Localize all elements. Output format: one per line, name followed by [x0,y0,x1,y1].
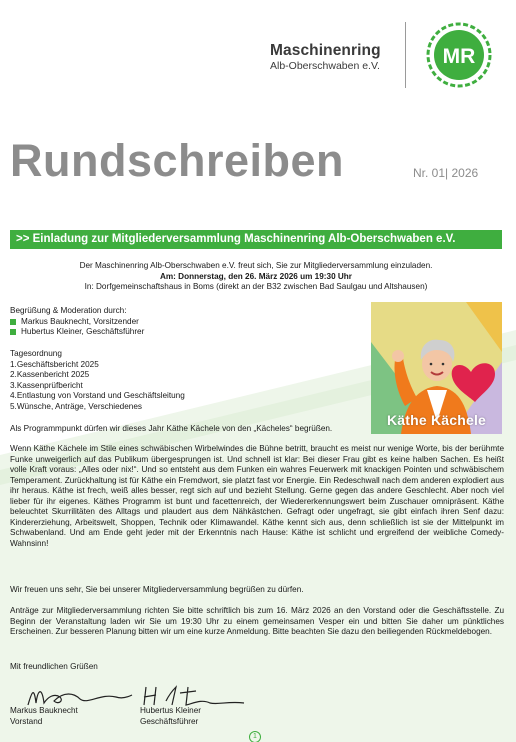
agenda-heading: Tagesordnung [10,349,62,358]
program-intro: Als Programmpunkt dürfen wir dieses Jahr Käthe Kächele von den „Kächeles“ begrüßen. [10,424,333,433]
page-title: Rundschreiben [10,135,345,186]
signatory-name: Hubertus Kleiner [140,706,201,715]
photo-caption: Käthe Kächele [386,412,487,428]
invite-date: Am: Donnerstag, den 26. März 2026 um 19:30 Uhr [159,271,352,281]
invite-intro: Der Maschinenring Alb-Oberschwaben e.V. freut sich, Sie zur Mitgliederversammlung einzuladen. [79,261,433,270]
header-organization [270,42,381,73]
page-number: 1 [249,731,261,742]
agenda-item: 3.Kassenprüfbericht [10,380,83,390]
agenda-item: 4.Entlastung von Vorstand und Geschäftsleitung [10,391,185,400]
requests-paragraph: Anträge zur Mitgliederversammlung richten Sie bitte schriftlich bis zum 16. März 2026 an den Vorstand oder die Geschäftsstelle. Zu Beginn der Veranstaltung laden wir Sie um 19:30 Uhr zu einem gemeinsamen Vesper ein und bitten Sie daher um pünktliches Erscheinen. Zur besseren Planung bitten wir um eine kurze Anmeldung. Bitte beachten Sie dazu den beiliegenden Rückmeldebogen. [10,606,504,636]
green-square-bullet-icon [10,319,16,325]
list-item [10,317,350,328]
agenda-item: 2.Kassenbericht 2025 [10,370,90,379]
performer-description: Wenn Käthe Kächele im Stile eines schwäbischen Wirbelwindes die Bühne betritt, braucht es meist nur wenige Worte, bis der berühmte Funke unweigerlich auf das Publikum übergesprungen ist. Und schnell ist klar: Bei dieser Frau gibt es keine halben Sachen. Es heißt volle Kraft voraus: „Alles oder nix!“. Und so entsteht aus dem Funken ein wahres Feuerwerk mit knackigen Pointen und schwäbischem Temperament. Zurückhaltung ist für Käthe ein Fremdwort, sie platzt fast vor Energie. Ein Redeschwall nach dem anderen explodiert aus ihr heraus. Käthe ist frech, weiß alles besser, regt sich auf und bezieht Stellung. Gerne gegen das andere Geschlecht. Aber noch viel lieber für ihr eigenes. Käthes Programm ist bunt und facettenreich, der Wiedererkennungswert beim Zuschauer omnipräsent. Käthe beleuchtet Skurrilitäten des Alltags und plaudert aus dem Nähkästchen. Gefragt oder ungefragt, sie gibt einfach ihren Senf dazu: Kindererziehung, Arbeitswelt, Shoppen, Technik oder Klimawandel. Käthe kennt sich aus, denn schließlich ist sie der Mittelpunkt im Schwabenland. Und am Ende geht jeder mit der Erkenntnis nach Hause: Käthe ist schlicht und ergreifend der weibliche Comedy-Wahnsinn! [10,444,504,548]
moderator-name: Markus Bauknecht, Vorsitzender [21,316,139,326]
moderation-section [10,306,350,338]
mr-logo-icon [426,22,492,88]
header-divider [405,22,406,88]
signatory-name: Markus Bauknecht [10,706,78,715]
invitation-banner: >> Einladung zur Mitgliederversammlung Maschinenring Alb-Oberschwaben e.V. [10,230,502,249]
agenda-item: 1.Geschäftsbericht 2025 [10,359,99,369]
org-subtitle: Alb-Oberschwaben e.V. [270,60,380,72]
signatory-right [140,706,201,727]
welcome-paragraph: Wir freuen uns sehr, Sie bei unserer Mitgliederversammlung begrüßen zu dürfen. [10,585,304,594]
performer-photo [371,302,502,434]
list-item [10,327,350,338]
moderation-heading: Begrüßung & Moderation durch: [10,306,127,315]
issue-number: Nr. 01| 2026 [413,166,479,180]
signatory-role: Geschäftsführer [140,716,199,726]
org-name: Maschinenring [270,42,381,59]
agenda-section [10,349,350,412]
logo-text: MR [442,45,476,68]
signatory-role: Vorstand [10,716,43,726]
moderator-name: Hubertus Kleiner, Geschäftsführer [21,327,145,336]
closing-greeting: Mit freundlichen Grüßen [10,662,98,671]
green-square-bullet-icon [10,329,16,335]
invite-location: In: Dorfgemeinschaftshaus in Boms (direkt an der B32 zwischen Bad Saulgau und Altshausen) [84,282,428,291]
invitation-details [10,261,502,293]
agenda-item: 5.Wünsche, Anträge, Verschiedenes [10,401,142,411]
signatory-left [10,706,78,727]
